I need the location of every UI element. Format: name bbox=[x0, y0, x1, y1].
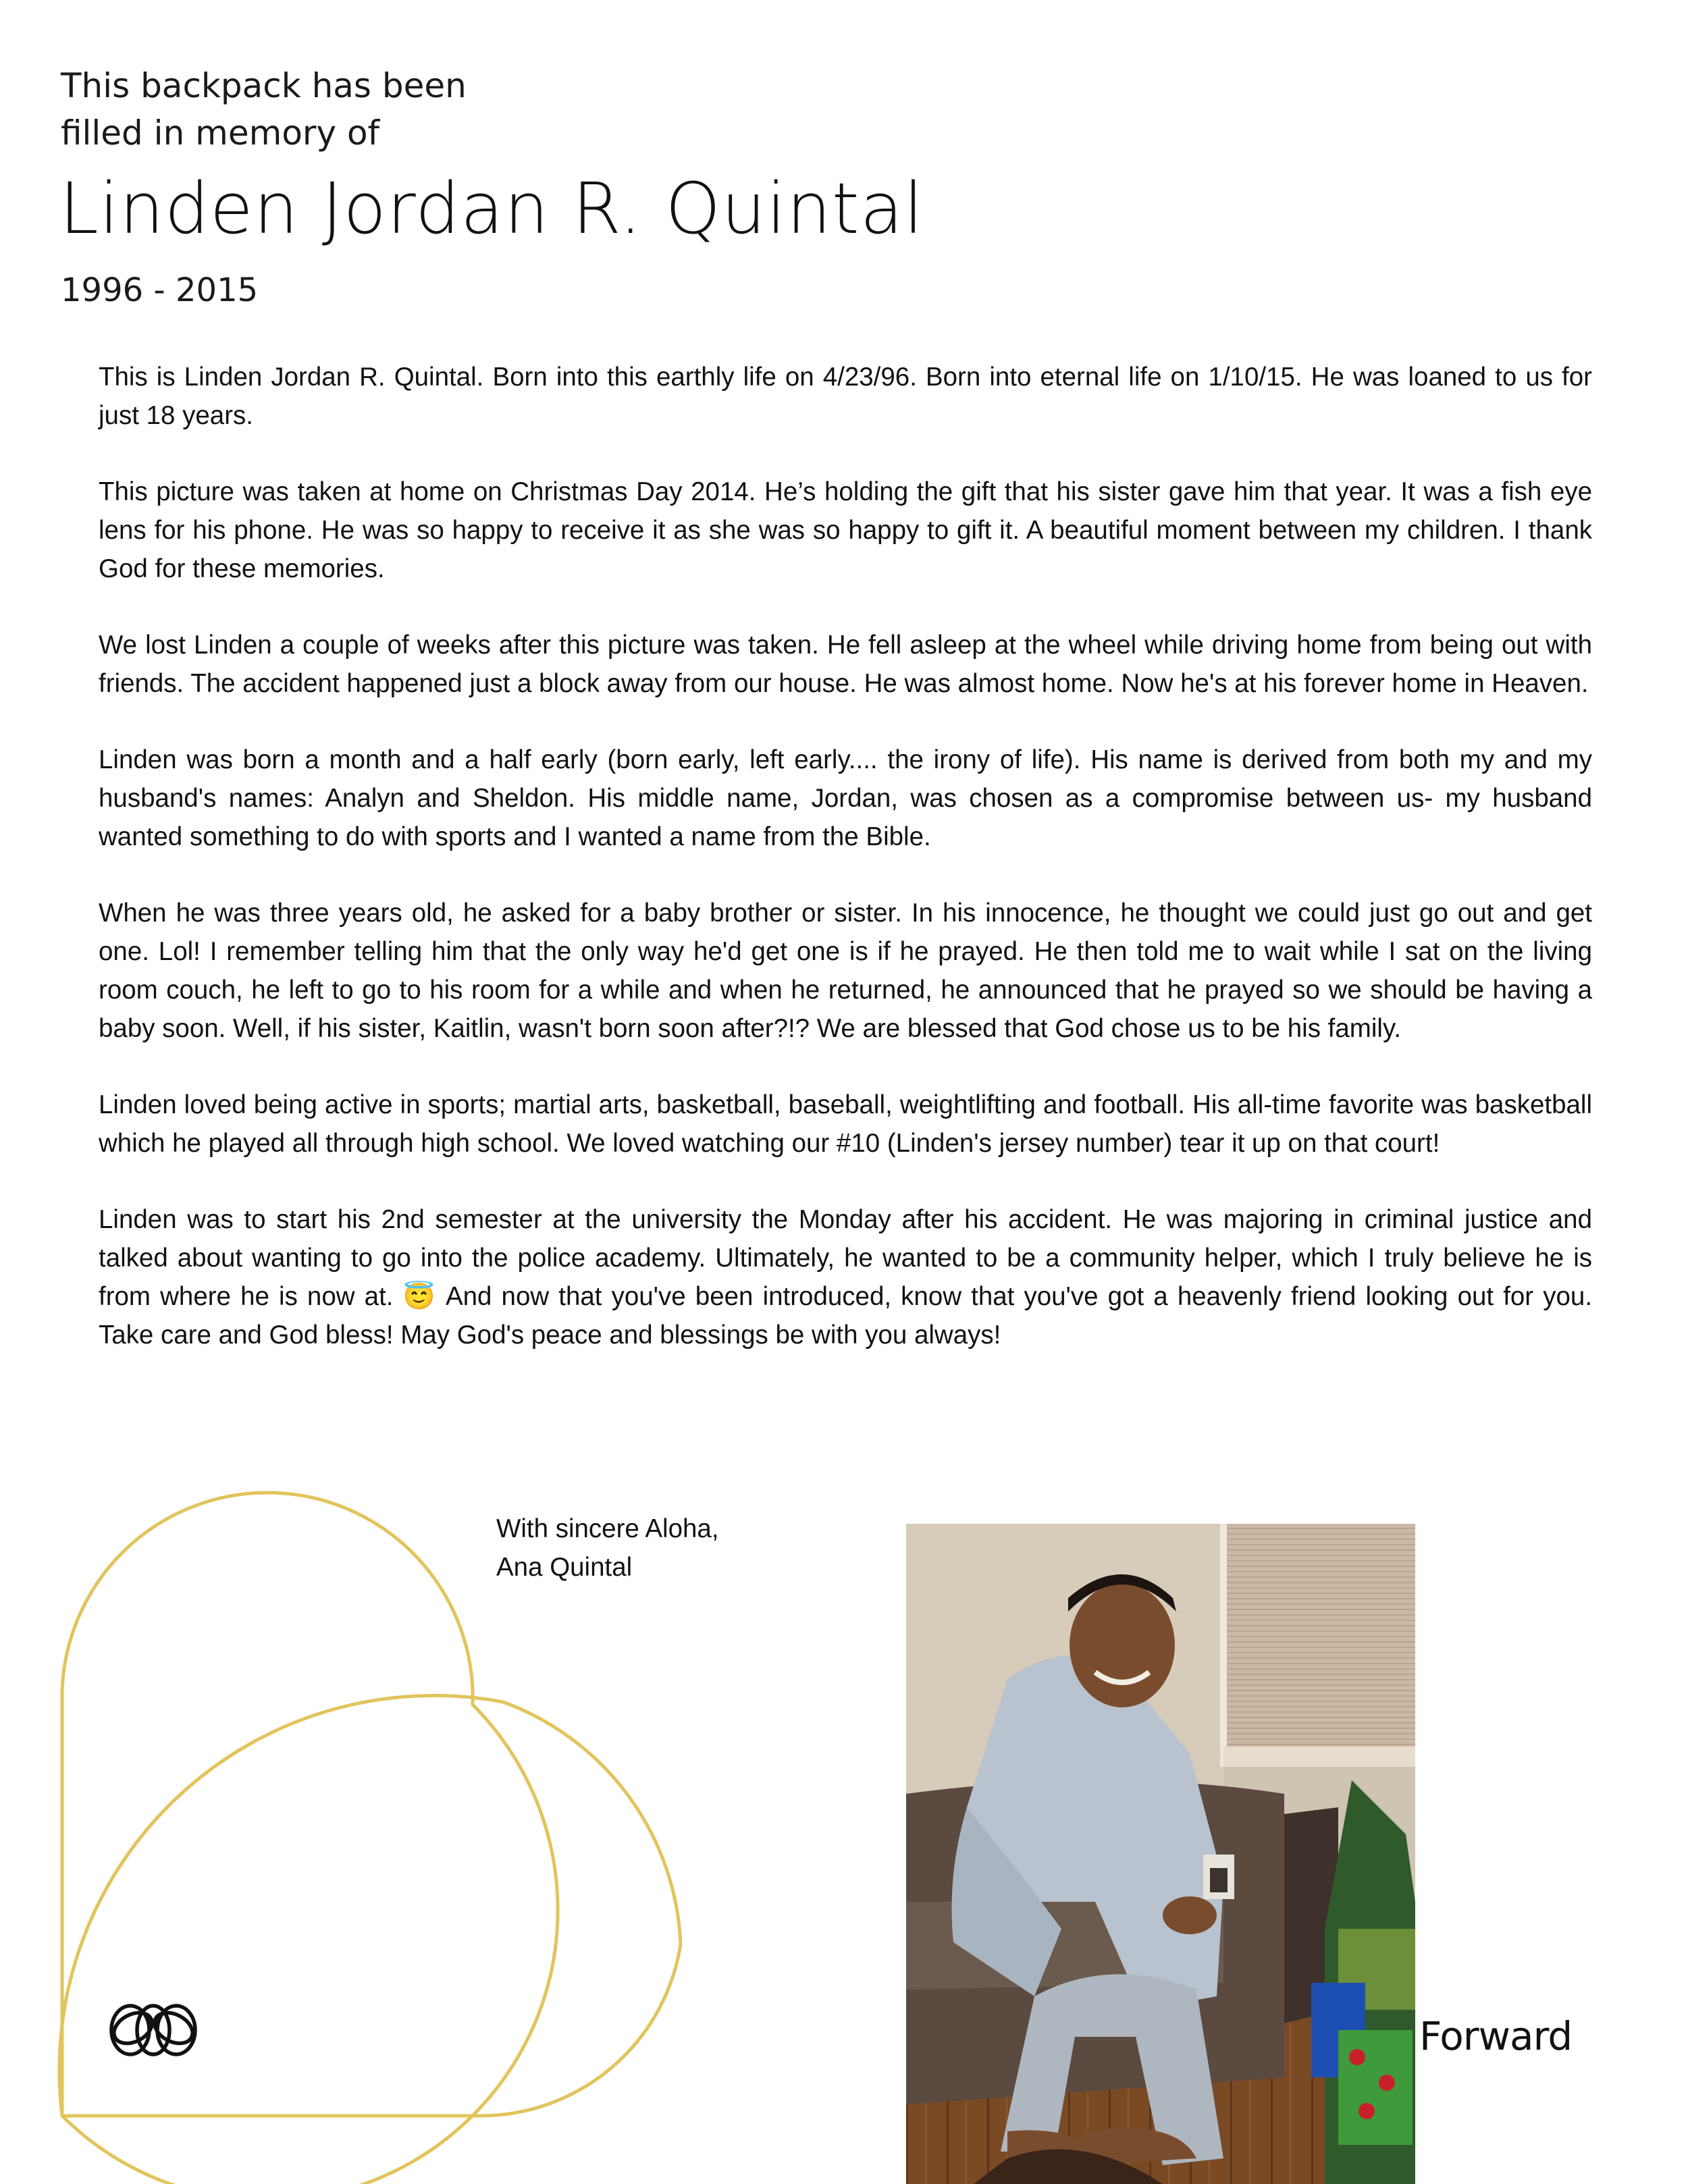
intro-line-1: This backpack has been bbox=[61, 66, 467, 105]
forward-wordmark: Forward bbox=[1419, 2013, 1573, 2059]
angel-emoji-icon: 😇 bbox=[402, 1282, 438, 1311]
letter-paragraph: This picture was taken at home on Christmas Day 2014. He’s holding the gift that his sister gave him that year. It was a fish eye lens for his phone. He was so happy to receive it as she was so happy to gift it. A beautiful moment between my children. I thank God for these memories. bbox=[99, 477, 1592, 583]
letter-paragraph: Linden loved being active in sports; martial arts, basketball, baseball, weightlifting and football. His all-time favorite was basketball which he played all through high school. We loved watching our #10 (Linden's jersey number) tear it up on that court! bbox=[99, 1090, 1592, 1158]
heart-left-lobe bbox=[62, 1493, 558, 2184]
memorial-name: Linden Jordan R. Quintal bbox=[59, 167, 924, 250]
bee-logo-icon bbox=[109, 2006, 198, 2054]
letter-paragraph: This is Linden Jordan R. Quintal. Born into this earthly life on 4/23/96. Born into eternal life on 1/10/15. He was loaned to us for just 18 years. bbox=[99, 363, 1592, 430]
memorial-photo bbox=[906, 1524, 1415, 2184]
letter-paragraph-last bbox=[99, 1200, 1592, 1354]
heart-outline-graphic bbox=[0, 1472, 716, 2184]
letter-text: And now that you've been introduced, know that you've got a heavenly friend looking out for you. Take care and God bless! May God's peace and blessings be with you always! bbox=[99, 1282, 1593, 1350]
letter-text: Linden was to start his 2nd semester at the university the Monday after his accident. He was majoring in criminal justice and talked about wanting to go into the police academy. Ultimately, he wanted to be a community helper, which I truly believe he is from where he is now at. bbox=[99, 1205, 1592, 1311]
memorial-years: 1996 - 2015 bbox=[61, 271, 259, 309]
memorial-photo-image bbox=[906, 1524, 1415, 2184]
closing-line: With sincere Aloha, bbox=[496, 1514, 719, 1543]
letter-paragraph: We lost Linden a couple of weeks after this picture was taken. He fell asleep at the wheel while driving home from being out with friends. The accident happened just a block away from our house. He was almost home. Now he's at his forever home in Heaven. bbox=[99, 631, 1592, 698]
intro-text bbox=[61, 62, 467, 157]
signature-name: Ana Quintal bbox=[496, 1553, 633, 1582]
intro-line-2: filled in memory of bbox=[61, 113, 380, 153]
letter-body bbox=[99, 358, 1592, 1392]
letter-paragraph: Linden was born a month and a half early (born early, left early.... the irony of life). His name is derived from both my and my husband's names: Analyn and Sheldon. His middle name, Jordan, was chosen as a compromise between us- my husband wanted something to do with sports and I wanted a name from the Bible. bbox=[99, 745, 1592, 851]
letter-paragraph: When he was three years old, he asked for a baby brother or sister. In his innocence, he thought we could just go out and get one. Lol! I remember telling him that the only way he'd get one is if he prayed. He then told me to wait while I sat on the living room couch, he left to go to his room for a while and when he returned, he announced that he prayed so we should be having a baby soon. Well, if his sister, Kaitlin, wasn't born soon after?!? We are blessed that God chose us to be his family. bbox=[99, 899, 1592, 1043]
